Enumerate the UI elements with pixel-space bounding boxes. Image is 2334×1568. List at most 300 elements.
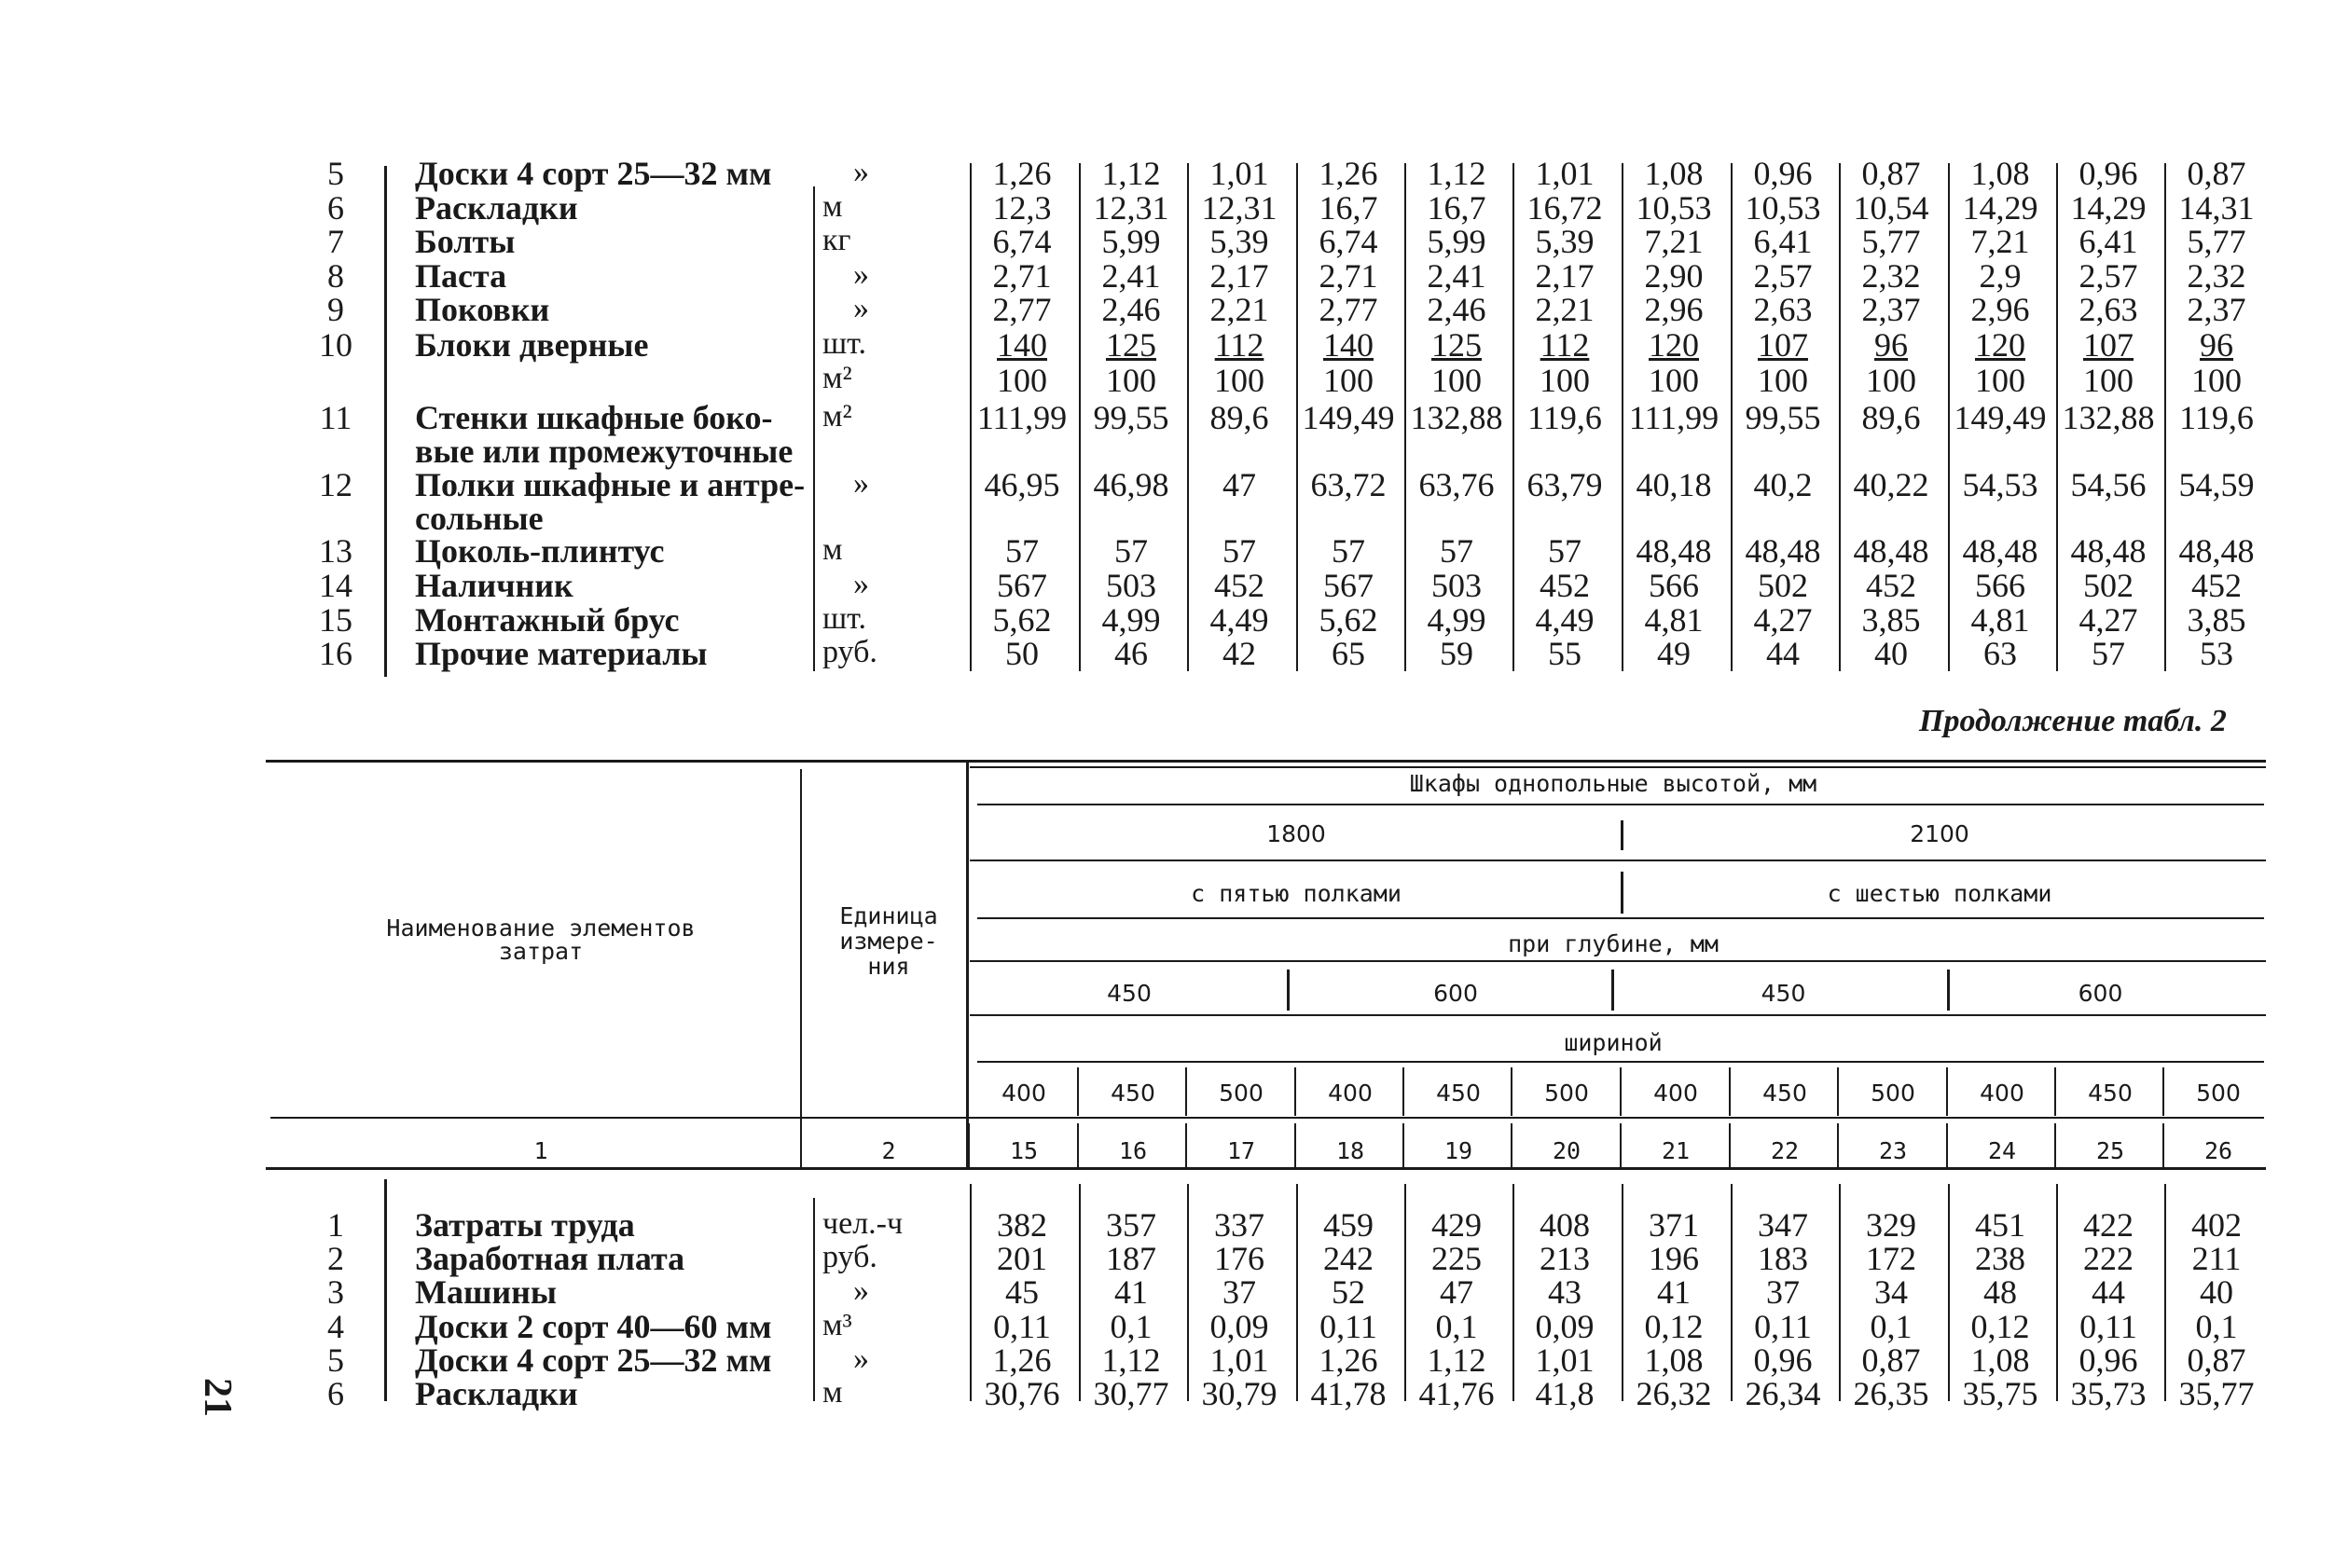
row-unit: м² <box>822 399 852 433</box>
header-rule-vertical <box>1511 1123 1512 1168</box>
bottom-rule-vertical <box>2164 1184 2166 1401</box>
cell-value: 12,31 <box>1201 189 1277 227</box>
cell-value: 35,73 <box>2070 1375 2147 1412</box>
cell-value: 47 <box>1222 466 1256 503</box>
cell-value: 1,01 <box>1209 1341 1269 1379</box>
header-rule-vertical <box>1620 1067 1622 1116</box>
cell-value-denominator: 100 <box>2083 362 2134 399</box>
row-unit-line2: м² <box>822 361 852 395</box>
cell-value: 10,54 <box>1853 189 1929 227</box>
cell-value: 52 <box>1332 1273 1365 1311</box>
cell-value: 44 <box>2092 1273 2125 1311</box>
column-number: 17 <box>1226 1137 1256 1164</box>
row-name: Поковки <box>415 291 550 328</box>
header-rule-vertical <box>2162 1123 2164 1168</box>
bottom-rule-vertical <box>1731 1184 1733 1401</box>
header-rule-vertical <box>1729 1123 1731 1168</box>
cell-value: 1,01 <box>1209 155 1269 192</box>
column-number: 15 <box>1009 1137 1039 1164</box>
col2-header: Единица <box>839 902 938 929</box>
header-rule <box>970 1014 2266 1016</box>
bottom-rule-vertical <box>1512 1184 1514 1401</box>
cell-value: 2,96 <box>1970 291 2030 328</box>
cell-value: 57 <box>1005 532 1039 570</box>
cell-value: 2,77 <box>1319 291 1378 328</box>
cell-value: 63,79 <box>1526 466 1603 503</box>
cell-value: 242 <box>1323 1240 1374 1277</box>
cell-value: 2,21 <box>1535 291 1595 328</box>
width-header-cell: 450 <box>1111 1080 1155 1107</box>
cell-value: 1,08 <box>1644 1341 1704 1379</box>
col1-header: Наименование элементов <box>386 915 696 942</box>
header-rule-vertical <box>2054 1123 2056 1168</box>
cell-value: 0,1 <box>2195 1308 2238 1345</box>
cell-value: 149,49 <box>1954 399 2047 436</box>
width-header-cell: 400 <box>1001 1080 1046 1107</box>
cell-value: 41,76 <box>1418 1375 1495 1412</box>
cell-value: 2,17 <box>1535 257 1595 295</box>
cell-value: 0,87 <box>1861 155 1921 192</box>
row-number: 16 <box>319 635 352 672</box>
cell-value: 0,87 <box>2187 155 2246 192</box>
header-rule-vertical <box>966 760 969 1167</box>
row-unit: » <box>853 291 869 325</box>
cell-value: 2,96 <box>1644 291 1704 328</box>
row-unit: » <box>853 567 869 601</box>
cell-value: 2,77 <box>992 291 1052 328</box>
cell-value: 89,6 <box>1209 399 1269 436</box>
cell-value: 48,48 <box>2178 532 2255 570</box>
cell-value-denominator: 100 <box>1214 362 1264 399</box>
top-rule-vertical <box>1079 163 1081 671</box>
bottom-rule-vertical <box>970 1184 972 1401</box>
cell-value: 0,96 <box>2079 1341 2138 1379</box>
row-number: 14 <box>319 567 352 604</box>
column-number: 20 <box>1552 1137 1581 1164</box>
cell-value: 89,6 <box>1861 399 1921 436</box>
header-rule-vertical <box>2054 1067 2056 1116</box>
cell-value: 222 <box>2083 1240 2134 1277</box>
header-rule <box>970 860 2266 861</box>
cell-value: 1,26 <box>992 1341 1052 1379</box>
header-rule-vertical <box>1729 1067 1731 1116</box>
header-rule <box>270 1117 2264 1119</box>
row-name: Блоки дверные <box>415 326 649 364</box>
row-name: Раскладки <box>415 1375 578 1412</box>
cell-value: 0,1 <box>1110 1308 1153 1345</box>
cell-value: 329 <box>1866 1206 1916 1244</box>
header-rule-vertical <box>1946 1123 1948 1168</box>
cell-value-denominator: 100 <box>1431 362 1482 399</box>
column-number: 21 <box>1661 1137 1691 1164</box>
cell-value: 172 <box>1866 1240 1916 1277</box>
row-number: 6 <box>327 1375 344 1412</box>
cell-value: 65 <box>1332 635 1365 672</box>
cell-value: 2,41 <box>1427 257 1486 295</box>
cell-value: 125 <box>1106 326 1156 364</box>
cell-value: 408 <box>1540 1206 1590 1244</box>
cell-value: 50 <box>1005 635 1039 672</box>
shelves-header-1: с пятью полками <box>1191 880 1402 907</box>
cell-value: 2,32 <box>2187 257 2246 295</box>
header-rule-vertical <box>800 769 802 1167</box>
bottom-rule-vertical <box>1404 1184 1406 1401</box>
cell-value: 99,55 <box>1745 399 1821 436</box>
cell-value: 49 <box>1657 635 1691 672</box>
cell-value: 119,6 <box>1527 399 1602 436</box>
cell-value: 0,96 <box>2079 155 2138 192</box>
cell-value: 0,12 <box>1970 1308 2030 1345</box>
cell-value: 5,62 <box>1319 601 1378 639</box>
bottom-rule-vertical <box>1839 1184 1841 1401</box>
cell-value: 452 <box>1866 567 1916 604</box>
row-unit: руб. <box>822 635 877 669</box>
cell-value: 54,59 <box>2178 466 2255 503</box>
cell-value: 14,31 <box>2178 189 2255 227</box>
cell-value: 0,09 <box>1535 1308 1595 1345</box>
top-rule-vertical <box>1187 163 1189 671</box>
cell-value: 46,95 <box>984 466 1060 503</box>
cell-value: 0,87 <box>2187 1341 2246 1379</box>
cell-value: 48,48 <box>1636 532 1712 570</box>
cell-value: 459 <box>1323 1206 1374 1244</box>
cell-value: 57 <box>1440 532 1473 570</box>
cell-value: 1,12 <box>1427 1341 1486 1379</box>
cell-value: 2,63 <box>1753 291 1813 328</box>
cell-value: 57 <box>1548 532 1581 570</box>
col2-header-line3: ния <box>867 953 910 980</box>
row-number: 5 <box>327 155 344 192</box>
cell-value: 59 <box>1440 635 1473 672</box>
width-header-cell: 500 <box>2196 1080 2241 1107</box>
cell-value-denominator: 100 <box>997 362 1047 399</box>
cell-value: 47 <box>1440 1273 1473 1311</box>
cell-value: 54,56 <box>2070 466 2147 503</box>
shelves-header-2: с шестью полками <box>1827 880 2052 907</box>
cell-value-denominator: 100 <box>1323 362 1374 399</box>
row-unit: » <box>853 466 869 501</box>
row-unit: м <box>822 532 843 567</box>
cell-value: 4,99 <box>1427 601 1486 639</box>
cell-value: 16,7 <box>1319 189 1378 227</box>
cell-value: 140 <box>997 326 1047 364</box>
cell-value: 16,7 <box>1427 189 1486 227</box>
cell-value: 4,49 <box>1535 601 1595 639</box>
row-name: Болты <box>415 223 516 260</box>
bottom-rule-vertical <box>1622 1184 1623 1401</box>
cell-value: 96 <box>1874 326 1908 364</box>
col1-header-line2: затрат <box>498 938 584 965</box>
cell-value: 0,12 <box>1644 1308 1704 1345</box>
bottom-rule-vertical <box>1079 1184 1081 1401</box>
cell-value: 0,11 <box>1319 1308 1377 1345</box>
cell-value: 347 <box>1758 1206 1808 1244</box>
depth-header-3: 450 <box>1761 980 1806 1007</box>
row-name: Доски 4 сорт 25—32 мм <box>415 1341 772 1379</box>
top-rule-vertical <box>1839 163 1841 671</box>
row-number: 3 <box>327 1273 344 1311</box>
page-number: 21 <box>196 1378 239 1417</box>
cell-value: 10,53 <box>1745 189 1821 227</box>
header-rule-vertical <box>1947 970 1950 1011</box>
header-rule-vertical <box>1077 1123 1079 1168</box>
cell-value: 14,29 <box>1962 189 2038 227</box>
column-number: 16 <box>1118 1137 1148 1164</box>
top-rule-vertical <box>1731 163 1733 671</box>
cell-value: 46,98 <box>1093 466 1169 503</box>
cell-value-denominator: 100 <box>1866 362 1916 399</box>
cell-value: 6,74 <box>992 223 1052 260</box>
cell-value: 14,29 <box>2070 189 2147 227</box>
cell-value: 99,55 <box>1093 399 1169 436</box>
cell-value: 57 <box>1114 532 1148 570</box>
row-name: Стенки шкафные боко- <box>415 399 773 436</box>
cell-value: 96 <box>2200 326 2233 364</box>
row-unit: » <box>853 1273 869 1308</box>
column-number: 1 <box>533 1137 548 1164</box>
cell-value: 2,41 <box>1101 257 1161 295</box>
cell-value: 149,49 <box>1302 399 1395 436</box>
cell-value: 40 <box>1874 635 1908 672</box>
header-rule-vertical <box>1837 1067 1839 1116</box>
header-rule-vertical <box>968 1123 970 1168</box>
cell-value: 196 <box>1649 1240 1699 1277</box>
header-rule-vertical <box>1620 1123 1622 1168</box>
cell-value: 4,27 <box>2079 601 2138 639</box>
bottom-rule-vertical <box>1296 1184 1298 1401</box>
top-rule-vertical <box>1622 163 1623 671</box>
row-name: Затраты труда <box>415 1206 635 1244</box>
row-name: Цоколь-плинтус <box>415 532 665 570</box>
cell-value: 503 <box>1431 567 1482 604</box>
cell-value: 0,87 <box>1861 1341 1921 1379</box>
cell-value: 7,21 <box>1644 223 1704 260</box>
cell-value: 35,75 <box>1962 1375 2038 1412</box>
cell-value: 567 <box>997 567 1047 604</box>
header-rule-vertical <box>1946 1067 1948 1116</box>
row-number: 11 <box>319 399 352 436</box>
cell-value: 48,48 <box>1853 532 1929 570</box>
cell-value: 1,26 <box>1319 1341 1378 1379</box>
cell-value: 0,11 <box>993 1308 1051 1345</box>
header-rule <box>266 1167 2266 1170</box>
cell-value-denominator: 100 <box>1649 362 1699 399</box>
cell-value: 3,85 <box>2187 601 2246 639</box>
cell-value: 26,35 <box>1853 1375 1929 1412</box>
column-number: 24 <box>1987 1137 2017 1164</box>
cell-value: 2,71 <box>1319 257 1378 295</box>
cell-value: 402 <box>2191 1206 2242 1244</box>
width-header-cell: 400 <box>1328 1080 1373 1107</box>
cell-value: 48,48 <box>1745 532 1821 570</box>
cell-value: 201 <box>997 1240 1047 1277</box>
cell-value: 37 <box>1222 1273 1256 1311</box>
cell-value: 5,77 <box>2187 223 2246 260</box>
cell-value: 1,08 <box>1644 155 1704 192</box>
cell-value: 5,39 <box>1209 223 1269 260</box>
column-number: 18 <box>1335 1137 1365 1164</box>
cell-value: 357 <box>1106 1206 1156 1244</box>
bottom-rule-vertical <box>1187 1184 1189 1401</box>
header-rule <box>266 760 2266 763</box>
row-name: Монтажный брус <box>415 601 680 639</box>
row-name: Машины <box>415 1273 557 1311</box>
cell-value: 3,85 <box>1861 601 1921 639</box>
cell-value: 12,31 <box>1093 189 1169 227</box>
height-header-1: 1800 <box>1266 820 1326 847</box>
cell-value: 503 <box>1106 567 1156 604</box>
cell-value: 452 <box>1214 567 1264 604</box>
cell-value: 213 <box>1540 1240 1590 1277</box>
row-unit: м³ <box>822 1308 852 1342</box>
cell-value: 54,53 <box>1962 466 2038 503</box>
row-name: Наличник <box>415 567 573 604</box>
cell-value: 422 <box>2083 1206 2134 1244</box>
cell-value: 112 <box>1214 326 1264 364</box>
height-header-2: 2100 <box>1910 820 1969 847</box>
top-rule-vertical <box>1948 163 1950 671</box>
cell-value: 112 <box>1540 326 1590 364</box>
cell-value: 452 <box>1540 567 1590 604</box>
cell-value: 2,46 <box>1427 291 1486 328</box>
row-name: Доски 4 сорт 25—32 мм <box>415 155 772 192</box>
cell-value: 0,1 <box>1435 1308 1478 1345</box>
cell-value: 5,77 <box>1861 223 1921 260</box>
row-unit: чел.-ч <box>822 1206 904 1241</box>
row-number: 12 <box>319 466 352 503</box>
cell-value: 1,12 <box>1427 155 1486 192</box>
row-unit: шт. <box>822 326 866 361</box>
cell-value: 1,26 <box>1319 155 1378 192</box>
top-rule-vertical <box>813 186 815 671</box>
cell-value: 2,21 <box>1209 291 1269 328</box>
cell-value: 187 <box>1106 1240 1156 1277</box>
cell-value: 5,99 <box>1427 223 1486 260</box>
cell-value: 1,26 <box>992 155 1052 192</box>
cell-value: 0,96 <box>1753 1341 1813 1379</box>
cell-value: 132,88 <box>2062 399 2155 436</box>
cell-value: 2,9 <box>1979 257 2022 295</box>
header-rule <box>970 960 2266 962</box>
cell-value: 2,57 <box>2079 257 2138 295</box>
top-rule-vertical <box>1404 163 1406 671</box>
width-header-cell: 400 <box>1980 1080 2024 1107</box>
cell-value: 5,62 <box>992 601 1052 639</box>
cell-value: 337 <box>1214 1206 1264 1244</box>
width-header-cell: 500 <box>1871 1080 1915 1107</box>
cell-value: 140 <box>1323 326 1374 364</box>
cell-value: 42 <box>1222 635 1256 672</box>
cell-value: 48,48 <box>1962 532 2038 570</box>
column-number: 26 <box>2203 1137 2233 1164</box>
row-unit: м <box>822 1375 843 1410</box>
cell-value: 0,09 <box>1209 1308 1269 1345</box>
depth-header-4: 600 <box>2078 980 2123 1007</box>
row-number: 15 <box>319 601 352 639</box>
cell-value: 57 <box>1332 532 1365 570</box>
cell-value: 30,76 <box>984 1375 1060 1412</box>
bottom-rule-vertical <box>1948 1184 1950 1401</box>
cell-value: 16,72 <box>1526 189 1603 227</box>
header-rule <box>977 804 2264 805</box>
cell-value: 238 <box>1975 1240 2025 1277</box>
cell-value: 2,71 <box>992 257 1052 295</box>
header-rule <box>977 917 2264 919</box>
cell-value: 4,49 <box>1209 601 1269 639</box>
cell-value-denominator: 100 <box>1758 362 1808 399</box>
cell-value: 371 <box>1649 1206 1699 1244</box>
cell-value: 5,99 <box>1101 223 1161 260</box>
cell-value: 4,81 <box>1970 601 2030 639</box>
cell-value: 26,32 <box>1636 1375 1712 1412</box>
cell-value: 63,72 <box>1310 466 1387 503</box>
row-unit: » <box>853 155 869 189</box>
cell-value: 1,01 <box>1535 155 1595 192</box>
cell-value: 502 <box>2083 567 2134 604</box>
cell-value: 0,11 <box>2079 1308 2137 1345</box>
row-number: 1 <box>327 1206 344 1244</box>
cell-value: 5,39 <box>1535 223 1595 260</box>
row-number: 6 <box>327 189 344 227</box>
cell-value: 125 <box>1431 326 1482 364</box>
cell-value: 2,90 <box>1644 257 1704 295</box>
cell-value: 57 <box>1222 532 1256 570</box>
top-rule-vertical <box>970 163 972 671</box>
bottom-rule-vertical <box>2056 1184 2058 1401</box>
cell-value: 40,18 <box>1636 466 1712 503</box>
row-number: 7 <box>327 223 344 260</box>
cell-value: 40,2 <box>1753 466 1813 503</box>
cell-value: 37 <box>1766 1273 1800 1311</box>
cell-value: 46 <box>1114 635 1148 672</box>
cell-value: 6,74 <box>1319 223 1378 260</box>
cell-value: 111,99 <box>976 399 1068 436</box>
cell-value: 4,81 <box>1644 601 1704 639</box>
cell-value: 120 <box>1649 326 1699 364</box>
cell-value: 2,63 <box>2079 291 2138 328</box>
cell-value: 10,53 <box>1636 189 1712 227</box>
header-rule-vertical <box>1621 820 1623 850</box>
cell-value: 4,99 <box>1101 601 1161 639</box>
top-rule-vertical <box>2164 163 2166 671</box>
cell-value: 120 <box>1975 326 2025 364</box>
column-number: 19 <box>1443 1137 1473 1164</box>
row-number: 9 <box>327 291 344 328</box>
depth-header: при глубине, мм <box>1508 930 1719 957</box>
cell-value-denominator: 100 <box>1106 362 1156 399</box>
cell-value: 566 <box>1649 567 1699 604</box>
cell-value: 55 <box>1548 635 1581 672</box>
depth-header-2: 600 <box>1433 980 1478 1007</box>
cell-value: 48 <box>1983 1273 2017 1311</box>
cell-value: 0,1 <box>1870 1308 1913 1345</box>
group-header: Шкафы однопольные высотой, мм <box>1409 770 1817 797</box>
header-rule-vertical <box>1287 970 1290 1011</box>
cell-value: 1,08 <box>1970 1341 2030 1379</box>
table-caption: Продолжение табл. 2 <box>1919 704 2227 738</box>
width-header-cell: 500 <box>1544 1080 1589 1107</box>
cell-value: 44 <box>1766 635 1800 672</box>
cell-value: 1,12 <box>1101 155 1161 192</box>
cell-value: 2,46 <box>1101 291 1161 328</box>
cell-value: 45 <box>1005 1273 1039 1311</box>
row-number: 4 <box>327 1308 344 1345</box>
row-name: Паста <box>415 257 507 295</box>
cell-value: 30,77 <box>1093 1375 1169 1412</box>
cell-value: 41,78 <box>1310 1375 1387 1412</box>
bottom-rule-vertical <box>384 1179 387 1401</box>
cell-value: 4,27 <box>1753 601 1813 639</box>
